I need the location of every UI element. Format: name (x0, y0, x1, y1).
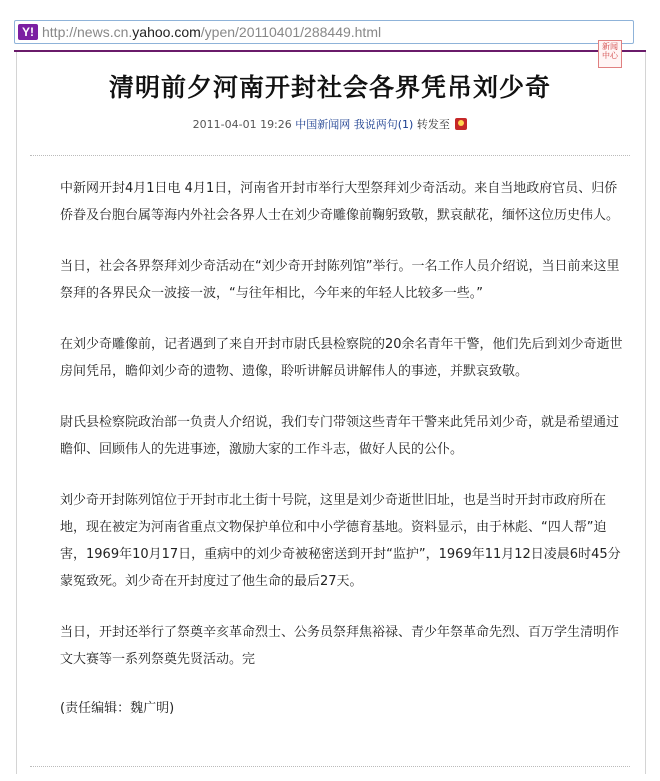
article-body (60, 175, 630, 740)
source-link[interactable]: 中国新闻网 (295, 118, 351, 131)
address-bar[interactable] (14, 20, 634, 44)
paragraph: 当日，开封还举行了祭奠辛亥革命烈士、公务员祭拜焦裕禄、青少年祭革命先烈、百万学生清明作文大赛等一系列祭奠先贤活动。完 (60, 625, 620, 667)
comment-link[interactable]: 我说两句(1) (353, 118, 414, 131)
seal-stamp-icon: 新闻 中心 (598, 40, 622, 68)
publish-date: 2011-04-01 19:26 (192, 118, 292, 131)
share-icon[interactable] (455, 118, 467, 130)
editor-credit: (责任编辑：魏广明) (60, 701, 175, 716)
url-path: /ypen/20110401/288449.html (200, 24, 382, 40)
article-meta (0, 116, 660, 132)
yahoo-favicon-icon: Y! (18, 24, 38, 40)
paragraph: 中新网开封4月1日电 4月1日，河南省开封市举行大型祭拜刘少奇活动。来自当地政府官员、归侨侨眷及台胞台属等海内外社会各界人士在刘少奇雕像前鞠躬致敬，默哀献花，缅怀这位历史伟人。 (60, 181, 620, 223)
paragraph: 尉氏县检察院政治部一负责人介绍说，我们专门带领这些青年干警来此凭吊刘少奇，就是希望通过瞻仰、回顾伟人的先进事迹，激励大家的工作斗志，做好人民的公仆。 (60, 415, 620, 457)
forward-label: 转发至 (416, 118, 450, 131)
meta-divider (30, 155, 630, 156)
url-domain: yahoo.com (132, 24, 201, 40)
footer-divider (30, 766, 630, 767)
paragraph: 当日，社会各界祭拜刘少奇活动在“刘少奇开封陈列馆”举行。一名工作人员介绍说，当日前来这里祭拜的各界民众一波接一波，“与往年相比，今年来的年轻人比较多一些。” (60, 259, 620, 301)
paragraph: 在刘少奇雕像前，记者遇到了来自开封市尉氏县检察院的20余名青年干警，他们先后到刘少奇逝世房间凭吊，瞻仰刘少奇的遗物、遗像，聆听讲解员讲解伟人的事迹，并默哀致敬。 (60, 337, 623, 379)
article-title: 清明前夕河南开封社会各界凭吊刘少奇 (108, 73, 551, 102)
paragraph: 刘少奇开封陈列馆位于开封市北土街十号院，这里是刘少奇逝世旧址，也是当时开封市政府所在地，现在被定为河南省重点文物保护单位和中小学德育基地。资料显示，由于林彪、“四人帮”迫害，1969年10月17日，重病中的刘少奇被秘密送到开封“监护”，1969年11月12日凌晨6时45分蒙冤致死。刘少奇在开封度过了他生命的最后27天。 (60, 493, 621, 589)
url-text[interactable] (42, 24, 381, 40)
url-prefix: http://news.cn. (42, 24, 133, 40)
